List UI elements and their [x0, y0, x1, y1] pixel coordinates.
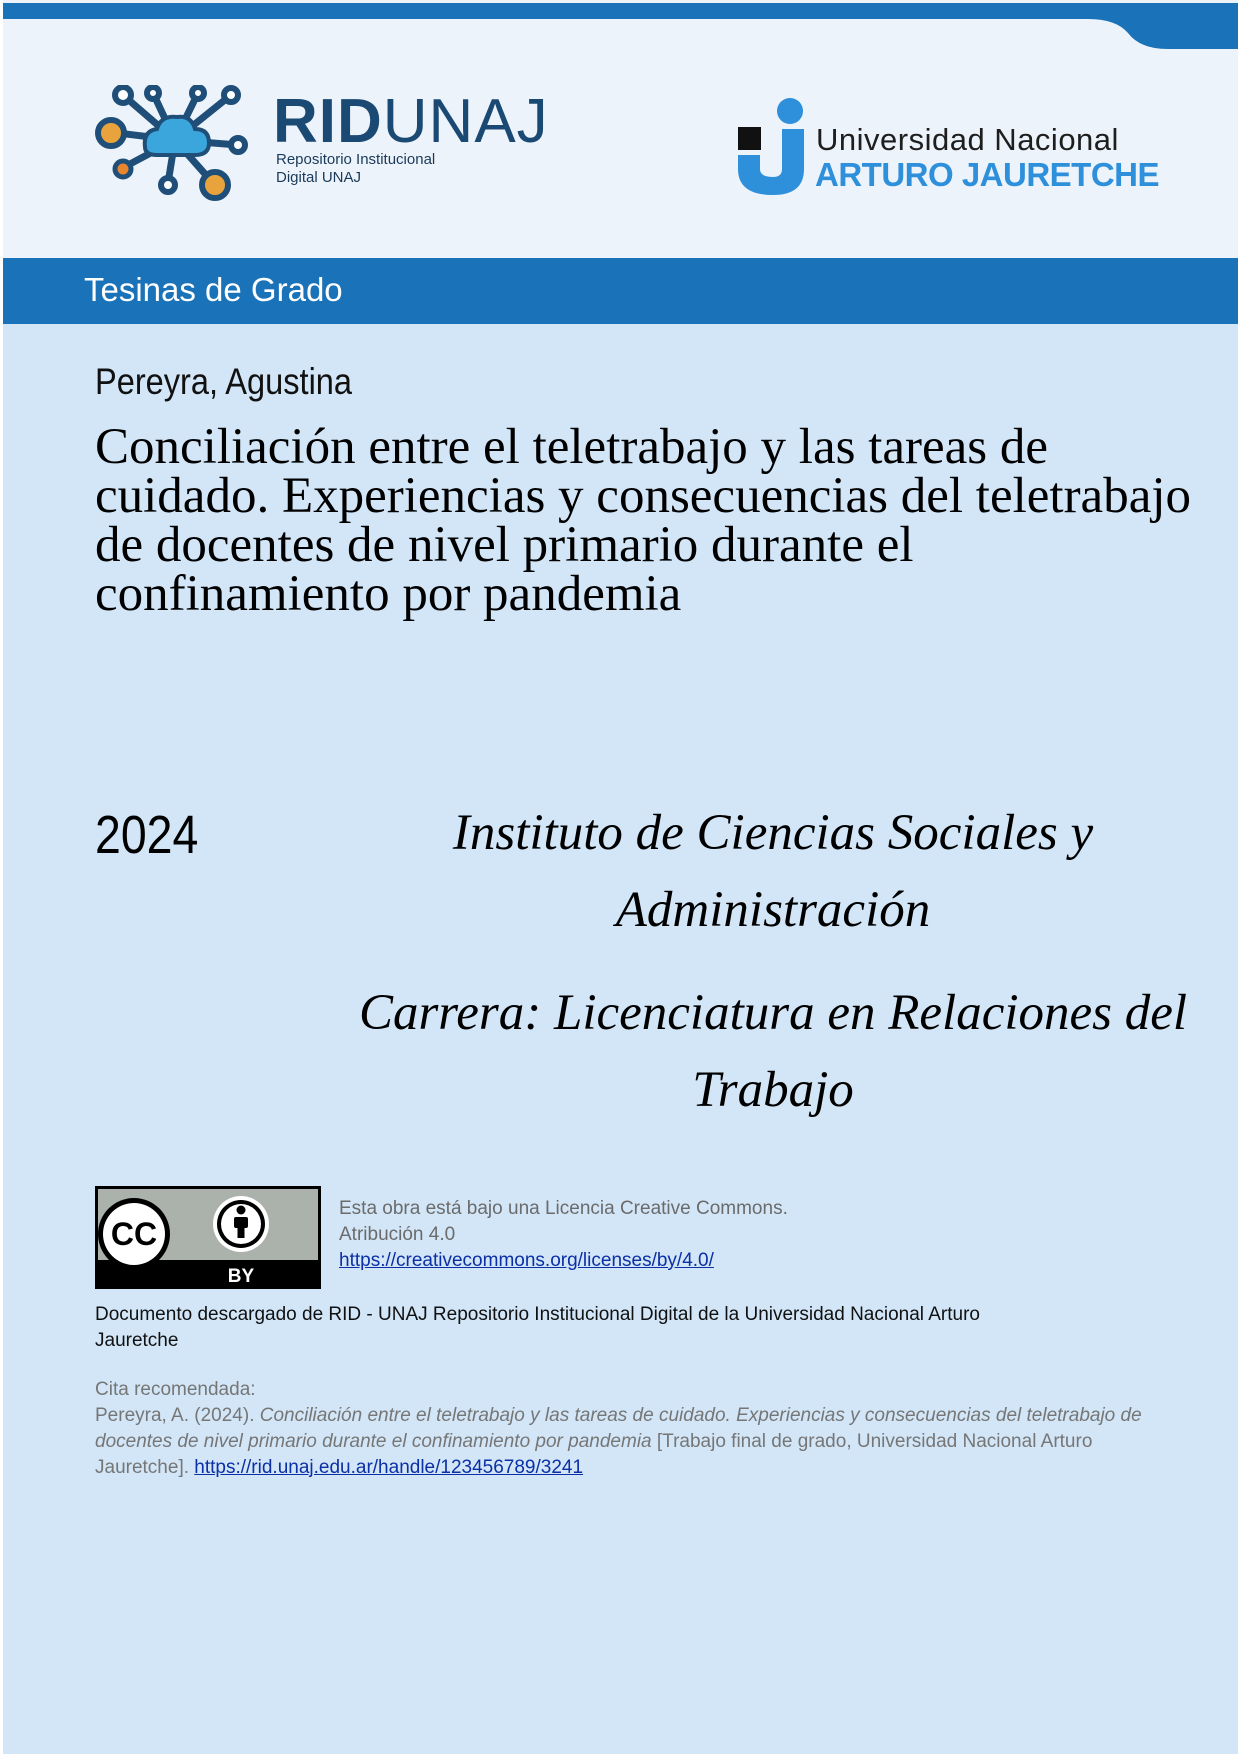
publication-year: 2024: [95, 805, 199, 865]
unaj-name-line1: Universidad Nacional: [816, 122, 1119, 157]
cover-page: [3, 0, 1238, 1754]
license-line1: Esta obra está bajo una Licencia Creative Commons.: [339, 1198, 788, 1219]
unaj-j-mark-icon: [738, 97, 808, 202]
career-name: Carrera: Licenciatura en Relaciones del Trabajo: [358, 985, 1188, 1118]
by-badge-text: BY: [227, 1266, 255, 1287]
citation-title: Conciliación entre el teletrabajo y las tareas de cuidado. Experiencias y consecuencias del teletrabajo de docentes de nivel primario durante el confinamiento por pandemia: [95, 1405, 1142, 1452]
unaj-logo: [738, 97, 1160, 202]
cc-by-badge-icon: [95, 1186, 321, 1289]
citation-prefix: Pereyra, A. (2024).: [95, 1405, 260, 1426]
institute-name: Instituto de Ciencias Sociales y Administración: [452, 805, 1094, 938]
header-corner-shape: [1088, 3, 1238, 49]
cloud-network-icon: [93, 85, 258, 205]
license-line2: Atribución 4.0: [339, 1224, 456, 1245]
author-name: Pereyra, Agustina: [95, 361, 353, 402]
thesis-title: Conciliación entre el teletrabajo y las tareas de cuidado. Experiencias y consecuencias del teletrabajo de docentes de nivel primario durante el confinamiento por pandemia: [95, 419, 1192, 622]
citation-link[interactable]: https://rid.unaj.edu.ar/handle/123456789/3241: [194, 1457, 584, 1478]
top-stripe: [3, 3, 1238, 19]
ridunaj-logo: [93, 85, 549, 205]
section-bar: [3, 258, 1238, 324]
download-note: Documento descargado de RID - UNAJ Repositorio Institucional Digital de la Universidad Nacional Arturo Jauretche: [95, 1304, 980, 1351]
citation-block: [95, 1377, 1155, 1481]
license-link[interactable]: https://creativecommons.org/licenses/by/4.0/: [339, 1250, 714, 1271]
cc-badge-text: CC: [110, 1216, 158, 1252]
unaj-name-line2: ARTURO JAURETCHE: [815, 156, 1160, 193]
ridunaj-wordmark: RIDUNAJ: [273, 87, 549, 156]
header-band: [3, 0, 1238, 258]
citation-label: Cita recomendada:: [95, 1379, 256, 1400]
ridunaj-subtitle: Repositorio Institucional Digital UNAJ: [276, 151, 436, 186]
license-block: [339, 1196, 788, 1274]
section-label: Tesinas de Grado: [84, 271, 343, 308]
citation-text: [95, 1403, 1155, 1481]
citation-suffix: [Trabajo final de grado, Universidad Nacional Arturo Jauretche].: [95, 1431, 1093, 1478]
